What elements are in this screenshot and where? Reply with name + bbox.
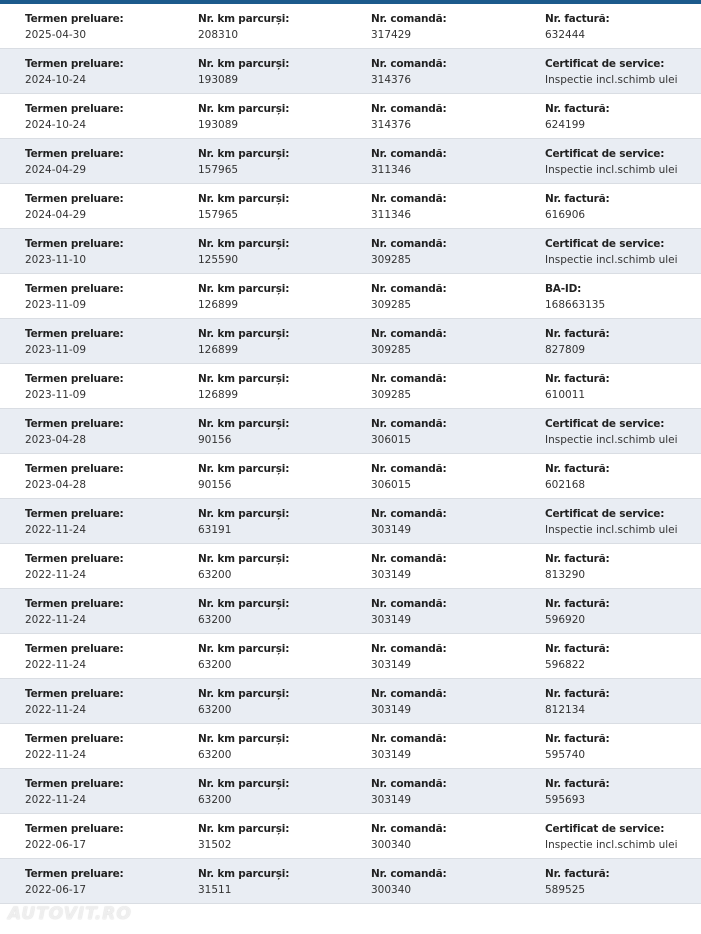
mileage-cell (198, 56, 289, 88)
order-number-cell (371, 866, 446, 898)
field-value: 2022-06-17 (25, 839, 87, 851)
field-label: Nr. km parcurși: (198, 418, 290, 430)
pickup-date-cell (25, 461, 124, 493)
field-value: 616906 (545, 209, 586, 221)
service-history-list (0, 4, 701, 904)
document-cell (545, 596, 610, 628)
order-number-cell (371, 506, 446, 538)
field-label: Nr. km parcurși: (198, 328, 290, 340)
field-label: Nr. km parcurși: (198, 58, 290, 70)
field-label: Nr. comandă: (371, 598, 447, 610)
field-label: Termen preluare: (25, 823, 124, 835)
document-cell (545, 326, 610, 358)
field-value: 63200 (198, 569, 232, 581)
field-value: 208310 (198, 29, 239, 41)
order-number-cell (371, 461, 446, 493)
mileage-cell (198, 551, 289, 583)
pickup-date-cell (25, 551, 124, 583)
pickup-date-cell (25, 866, 124, 898)
field-label: Nr. km parcurși: (198, 643, 290, 655)
mileage-cell (198, 641, 289, 673)
field-value: 602168 (545, 479, 586, 491)
service-history-row (0, 769, 701, 814)
field-value: 63200 (198, 794, 232, 806)
field-label: Nr. km parcurși: (198, 598, 290, 610)
service-history-row (0, 364, 701, 409)
field-value: Inspectie incl.schimb ulei (545, 434, 678, 446)
field-value: 63200 (198, 659, 232, 671)
document-cell (545, 11, 610, 43)
field-label: Termen preluare: (25, 688, 124, 700)
field-label: Termen preluare: (25, 508, 124, 520)
field-label: Termen preluare: (25, 373, 124, 385)
field-value: 303149 (371, 749, 412, 761)
field-label: Nr. comandă: (371, 643, 447, 655)
field-label: Nr. factură: (545, 778, 610, 790)
field-label: Nr. comandă: (371, 553, 447, 565)
document-cell (545, 776, 610, 808)
field-value: Inspectie incl.schimb ulei (545, 74, 678, 86)
field-value: 157965 (198, 164, 239, 176)
field-value: 2023-11-09 (25, 344, 87, 356)
field-value: 2023-04-28 (25, 434, 87, 446)
field-value: 303149 (371, 704, 412, 716)
pickup-date-cell (25, 146, 124, 178)
document-cell (545, 236, 678, 268)
pickup-date-cell (25, 326, 124, 358)
mileage-cell (198, 686, 289, 718)
field-label: Termen preluare: (25, 103, 124, 115)
field-value: 813290 (545, 569, 586, 581)
field-label: Nr. km parcurși: (198, 553, 290, 565)
field-label: Nr. comandă: (371, 238, 447, 250)
field-label: Termen preluare: (25, 553, 124, 565)
field-label: Nr. factură: (545, 553, 610, 565)
field-label: Nr. km parcurși: (198, 283, 290, 295)
field-label: Nr. comandă: (371, 373, 447, 385)
order-number-cell (371, 101, 446, 133)
order-number-cell (371, 281, 446, 313)
service-history-row (0, 679, 701, 724)
order-number-cell (371, 191, 446, 223)
field-label: Nr. km parcurși: (198, 373, 290, 385)
pickup-date-cell (25, 11, 124, 43)
field-value: 193089 (198, 119, 239, 131)
order-number-cell (371, 551, 446, 583)
field-value: 31511 (198, 884, 232, 896)
field-value: 157965 (198, 209, 239, 221)
field-value: 2025-04-30 (25, 29, 87, 41)
field-label: Nr. comandă: (371, 823, 447, 835)
field-value: 2024-10-24 (25, 119, 87, 131)
field-value: 2024-04-29 (25, 164, 87, 176)
field-label: Termen preluare: (25, 733, 124, 745)
field-label: Nr. comandă: (371, 148, 447, 160)
mileage-cell (198, 101, 289, 133)
mileage-cell (198, 821, 289, 853)
document-cell (545, 416, 678, 448)
field-label: Termen preluare: (25, 238, 124, 250)
field-value: 595740 (545, 749, 586, 761)
pickup-date-cell (25, 821, 124, 853)
pickup-date-cell (25, 686, 124, 718)
field-value: 589525 (545, 884, 586, 896)
field-value: 311346 (371, 164, 412, 176)
service-history-row (0, 634, 701, 679)
mileage-cell (198, 146, 289, 178)
field-label: Termen preluare: (25, 193, 124, 205)
mileage-cell (198, 191, 289, 223)
field-label: Termen preluare: (25, 13, 124, 25)
pickup-date-cell (25, 56, 124, 88)
field-label: Nr. factură: (545, 733, 610, 745)
field-value: 303149 (371, 569, 412, 581)
document-cell (545, 101, 610, 133)
field-label: Termen preluare: (25, 868, 124, 880)
field-label: Certificat de service: (545, 238, 665, 250)
mileage-cell (198, 326, 289, 358)
service-history-row (0, 274, 701, 319)
document-cell (545, 146, 678, 178)
document-cell (545, 56, 678, 88)
field-value: 2024-04-29 (25, 209, 87, 221)
order-number-cell (371, 596, 446, 628)
mileage-cell (198, 866, 289, 898)
field-label: BA-ID: (545, 283, 582, 295)
field-label: Nr. km parcurși: (198, 13, 290, 25)
field-label: Termen preluare: (25, 148, 124, 160)
field-value: 309285 (371, 344, 412, 356)
document-cell (545, 731, 610, 763)
field-label: Nr. km parcurși: (198, 508, 290, 520)
field-value: 63200 (198, 704, 232, 716)
document-cell (545, 191, 610, 223)
field-label: Certificat de service: (545, 148, 665, 160)
service-history-row (0, 229, 701, 274)
field-value: 2022-11-24 (25, 524, 87, 536)
document-cell (545, 551, 610, 583)
field-label: Nr. factură: (545, 598, 610, 610)
watermark-logo: AUTOVIT.RO (8, 904, 132, 924)
service-history-row (0, 94, 701, 139)
field-value: 2023-11-09 (25, 389, 87, 401)
field-label: Certificat de service: (545, 58, 665, 70)
service-history-row (0, 724, 701, 769)
field-label: Nr. comandă: (371, 778, 447, 790)
field-label: Nr. km parcurși: (198, 193, 290, 205)
field-value: Inspectie incl.schimb ulei (545, 839, 678, 851)
field-value: 309285 (371, 299, 412, 311)
service-history-row (0, 499, 701, 544)
field-value: 2022-11-24 (25, 749, 87, 761)
order-number-cell (371, 146, 446, 178)
field-label: Certificat de service: (545, 823, 665, 835)
field-value: 63200 (198, 749, 232, 761)
mileage-cell (198, 281, 289, 313)
field-value: 596920 (545, 614, 586, 626)
field-label: Nr. factură: (545, 373, 610, 385)
mileage-cell (198, 776, 289, 808)
service-history-row (0, 589, 701, 634)
field-label: Nr. factură: (545, 103, 610, 115)
order-number-cell (371, 371, 446, 403)
field-label: Termen preluare: (25, 598, 124, 610)
field-value: 193089 (198, 74, 239, 86)
service-history-row (0, 544, 701, 589)
mileage-cell (198, 11, 289, 43)
field-value: 168663135 (545, 299, 606, 311)
field-value: Inspectie incl.schimb ulei (545, 524, 678, 536)
service-history-row (0, 139, 701, 184)
field-value: 595693 (545, 794, 586, 806)
mileage-cell (198, 461, 289, 493)
pickup-date-cell (25, 596, 124, 628)
field-label: Termen preluare: (25, 58, 124, 70)
field-value: 300340 (371, 839, 412, 851)
order-number-cell (371, 56, 446, 88)
order-number-cell (371, 641, 446, 673)
field-value: 2022-11-24 (25, 614, 87, 626)
mileage-cell (198, 236, 289, 268)
field-label: Termen preluare: (25, 418, 124, 430)
service-history-row (0, 4, 701, 49)
field-label: Nr. comandă: (371, 58, 447, 70)
field-label: Nr. comandă: (371, 733, 447, 745)
pickup-date-cell (25, 101, 124, 133)
field-label: Nr. comandă: (371, 463, 447, 475)
field-value: 2022-11-24 (25, 569, 87, 581)
pickup-date-cell (25, 281, 124, 313)
field-value: 90156 (198, 434, 232, 446)
field-label: Nr. comandă: (371, 688, 447, 700)
field-label: Nr. factură: (545, 868, 610, 880)
pickup-date-cell (25, 371, 124, 403)
field-label: Nr. factură: (545, 193, 610, 205)
field-label: Nr. factură: (545, 643, 610, 655)
field-label: Termen preluare: (25, 643, 124, 655)
service-history-row (0, 319, 701, 364)
order-number-cell (371, 821, 446, 853)
field-value: 90156 (198, 479, 232, 491)
document-cell (545, 866, 610, 898)
field-label: Nr. factură: (545, 688, 610, 700)
order-number-cell (371, 776, 446, 808)
field-value: 2022-11-24 (25, 704, 87, 716)
field-label: Nr. comandă: (371, 103, 447, 115)
field-label: Nr. comandă: (371, 13, 447, 25)
field-value: 303149 (371, 794, 412, 806)
field-value: 63191 (198, 524, 232, 536)
service-history-row (0, 409, 701, 454)
field-value: 2023-11-10 (25, 254, 87, 266)
pickup-date-cell (25, 506, 124, 538)
field-value: 303149 (371, 614, 412, 626)
field-value: 2022-06-17 (25, 884, 87, 896)
field-value: 126899 (198, 344, 239, 356)
mileage-cell (198, 371, 289, 403)
order-number-cell (371, 731, 446, 763)
field-value: 126899 (198, 299, 239, 311)
pickup-date-cell (25, 416, 124, 448)
field-label: Termen preluare: (25, 463, 124, 475)
field-value: 309285 (371, 389, 412, 401)
pickup-date-cell (25, 191, 124, 223)
field-label: Nr. comandă: (371, 283, 447, 295)
pickup-date-cell (25, 776, 124, 808)
field-value: 314376 (371, 74, 412, 86)
order-number-cell (371, 416, 446, 448)
mileage-cell (198, 596, 289, 628)
field-value: 306015 (371, 434, 412, 446)
field-label: Nr. km parcurși: (198, 238, 290, 250)
field-value: 309285 (371, 254, 412, 266)
field-label: Nr. km parcurși: (198, 733, 290, 745)
field-value: 827809 (545, 344, 586, 356)
field-label: Nr. factură: (545, 328, 610, 340)
field-label: Nr. km parcurși: (198, 148, 290, 160)
field-value: 300340 (371, 884, 412, 896)
field-label: Nr. km parcurși: (198, 823, 290, 835)
service-history-row (0, 454, 701, 499)
field-label: Termen preluare: (25, 778, 124, 790)
field-label: Nr. factură: (545, 13, 610, 25)
document-cell (545, 281, 605, 313)
pickup-date-cell (25, 641, 124, 673)
field-label: Nr. km parcurși: (198, 103, 290, 115)
field-value: 596822 (545, 659, 586, 671)
field-value: 63200 (198, 614, 232, 626)
field-value: 624199 (545, 119, 586, 131)
field-value: 610011 (545, 389, 586, 401)
field-value: Inspectie incl.schimb ulei (545, 254, 678, 266)
document-cell (545, 461, 610, 493)
field-label: Nr. comandă: (371, 508, 447, 520)
field-value: 632444 (545, 29, 586, 41)
field-value: 303149 (371, 659, 412, 671)
field-label: Nr. comandă: (371, 193, 447, 205)
field-label: Nr. km parcurși: (198, 778, 290, 790)
service-history-row (0, 184, 701, 229)
field-label: Nr. factură: (545, 463, 610, 475)
document-cell (545, 641, 610, 673)
mileage-cell (198, 416, 289, 448)
field-label: Termen preluare: (25, 283, 124, 295)
field-label: Certificat de service: (545, 508, 665, 520)
order-number-cell (371, 11, 446, 43)
field-value: 314376 (371, 119, 412, 131)
field-value: 2023-04-28 (25, 479, 87, 491)
field-value: 2022-11-24 (25, 794, 87, 806)
field-label: Nr. comandă: (371, 418, 447, 430)
field-value: Inspectie incl.schimb ulei (545, 164, 678, 176)
service-history-row (0, 49, 701, 94)
field-label: Nr. km parcurși: (198, 463, 290, 475)
mileage-cell (198, 506, 289, 538)
field-value: 812134 (545, 704, 586, 716)
field-value: 126899 (198, 389, 239, 401)
document-cell (545, 506, 678, 538)
field-label: Nr. km parcurși: (198, 688, 290, 700)
field-value: 2024-10-24 (25, 74, 87, 86)
pickup-date-cell (25, 731, 124, 763)
field-value: 31502 (198, 839, 232, 851)
order-number-cell (371, 236, 446, 268)
field-value: 311346 (371, 209, 412, 221)
field-label: Termen preluare: (25, 328, 124, 340)
field-value: 303149 (371, 524, 412, 536)
field-label: Nr. comandă: (371, 328, 447, 340)
field-value: 125590 (198, 254, 239, 266)
order-number-cell (371, 326, 446, 358)
field-label: Certificat de service: (545, 418, 665, 430)
field-value: 2022-11-24 (25, 659, 87, 671)
service-history-row (0, 859, 701, 904)
pickup-date-cell (25, 236, 124, 268)
mileage-cell (198, 731, 289, 763)
field-label: Nr. km parcurși: (198, 868, 290, 880)
field-label: Nr. comandă: (371, 868, 447, 880)
field-value: 317429 (371, 29, 412, 41)
service-history-row (0, 814, 701, 859)
document-cell (545, 686, 610, 718)
document-cell (545, 371, 610, 403)
field-value: 306015 (371, 479, 412, 491)
field-value: 2023-11-09 (25, 299, 87, 311)
document-cell (545, 821, 678, 853)
order-number-cell (371, 686, 446, 718)
